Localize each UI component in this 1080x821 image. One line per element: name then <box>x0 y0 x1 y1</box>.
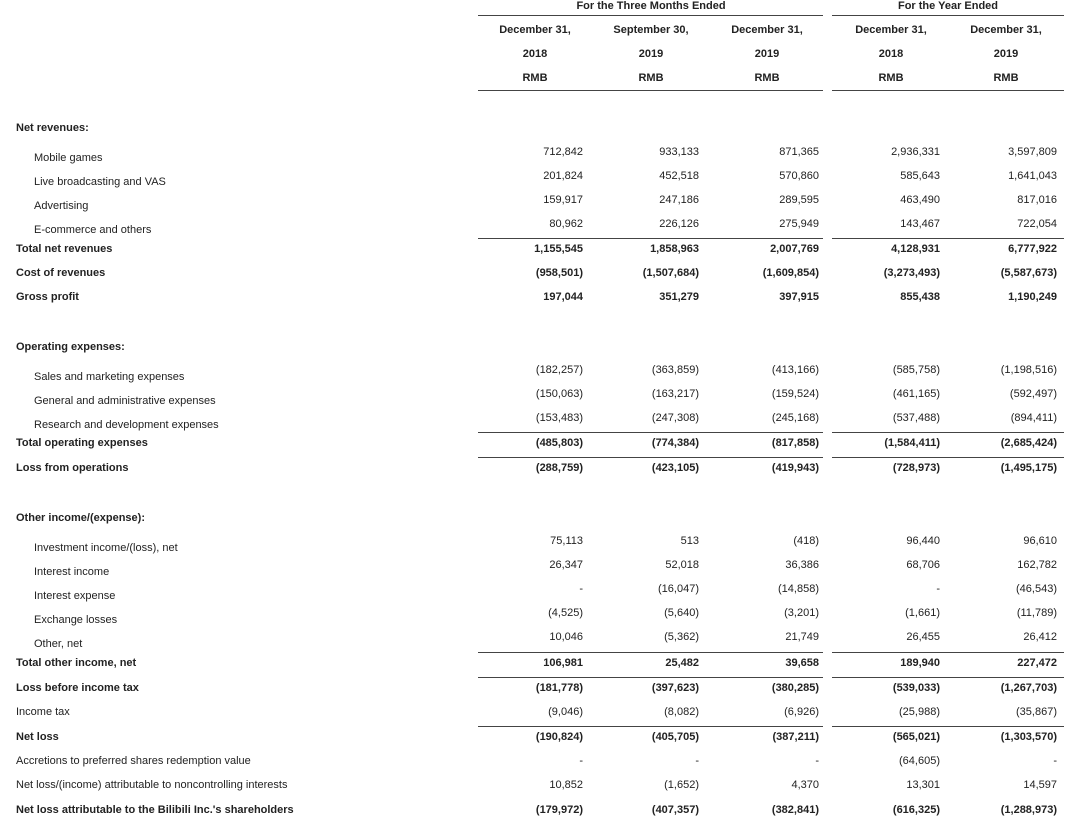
row-value: 351,279 <box>659 291 699 303</box>
row-label: Advertising <box>34 200 89 212</box>
row-value: - <box>579 583 583 595</box>
column-header-line1: September 30, <box>613 24 689 36</box>
total-rule <box>832 457 1064 458</box>
row-label: Loss from operations <box>16 462 129 474</box>
row-value: 722,054 <box>1017 218 1057 230</box>
row-value: 817,016 <box>1017 194 1057 206</box>
row-label: Investment income/(loss), net <box>34 542 178 554</box>
row-label: Total other income, net <box>16 657 137 669</box>
column-header-currency: RMB <box>522 72 548 84</box>
row-value: (419,943) <box>771 462 819 474</box>
total-rule <box>478 457 823 458</box>
row-label: Net loss attributable to the Bilibili Inc.'s shareholders <box>16 804 294 816</box>
row-value: 143,467 <box>900 218 940 230</box>
row-value: (958,501) <box>535 267 583 279</box>
row-value: - <box>936 583 940 595</box>
row-value: 21,749 <box>785 631 819 643</box>
row-label: Exchange losses <box>34 614 118 626</box>
row-value: (1,495,175) <box>1000 462 1057 474</box>
row-value: (382,841) <box>771 804 819 816</box>
row-label: Total operating expenses <box>16 437 148 449</box>
row-value: (9,046) <box>548 706 583 718</box>
header-bottom-rule-year <box>832 90 1064 91</box>
row-value: 2,936,331 <box>891 146 940 158</box>
row-value: (616,325) <box>892 804 940 816</box>
row-value: (397,623) <box>651 682 699 694</box>
column-header-line2: 2018 <box>522 48 548 60</box>
row-label: Total net revenues <box>16 243 113 255</box>
row-label: Accretions to preferred shares redemption value <box>16 755 251 767</box>
row-value: 39,658 <box>785 657 819 669</box>
row-value: (25,988) <box>899 706 940 718</box>
row-value: 463,490 <box>900 194 940 206</box>
row-value: 159,917 <box>543 194 583 206</box>
total-rule <box>832 238 1064 239</box>
row-value: 3,597,809 <box>1008 146 1057 158</box>
total-rule <box>478 432 823 433</box>
row-value: 570,860 <box>779 170 819 182</box>
header-three-months: For the Three Months Ended <box>576 0 726 12</box>
row-value: (6,926) <box>784 706 819 718</box>
row-value: (1,198,516) <box>1000 364 1057 376</box>
row-value: 10,852 <box>549 779 583 791</box>
row-value: 289,595 <box>779 194 819 206</box>
total-rule <box>478 238 823 239</box>
row-label: Live broadcasting and VAS <box>34 176 166 188</box>
row-value: (1,661) <box>905 607 940 619</box>
row-value: (774,384) <box>651 437 699 449</box>
row-value: (245,168) <box>771 412 819 424</box>
header-rule-year <box>832 15 1064 16</box>
section-operating-expenses: Operating expenses: <box>16 341 125 353</box>
row-value: (182,257) <box>535 364 583 376</box>
row-value: (1,507,684) <box>642 267 699 279</box>
row-value: 26,455 <box>906 631 940 643</box>
row-value: (539,033) <box>892 682 940 694</box>
row-value: 513 <box>680 535 699 547</box>
row-value: (537,488) <box>892 412 940 424</box>
row-value: (8,082) <box>664 706 699 718</box>
row-value: 26,347 <box>549 559 583 571</box>
column-header-line1: December 31, <box>855 24 927 36</box>
row-value: (1,584,411) <box>884 437 940 449</box>
row-value: (592,497) <box>1009 388 1057 400</box>
section-other-income: Other income/(expense): <box>16 512 145 524</box>
section-net-revenues: Net revenues: <box>16 122 89 134</box>
row-value: 247,186 <box>659 194 699 206</box>
total-rule <box>478 726 823 727</box>
column-header-line2: 2018 <box>878 48 904 60</box>
row-value: 855,438 <box>900 291 940 303</box>
row-label: Interest income <box>34 566 110 578</box>
total-rule <box>478 652 823 653</box>
row-value: (363,859) <box>651 364 699 376</box>
row-label: Loss before income tax <box>16 682 139 694</box>
row-value: (150,063) <box>535 388 583 400</box>
row-value: (3,273,493) <box>883 267 940 279</box>
row-value: 397,915 <box>779 291 819 303</box>
row-value: 1,155,545 <box>534 243 583 255</box>
row-value: (64,605) <box>899 755 940 767</box>
row-value: (485,803) <box>535 437 583 449</box>
total-rule <box>832 677 1064 678</box>
row-value: (728,973) <box>892 462 940 474</box>
column-header-line2: 2019 <box>754 48 780 60</box>
row-value: - <box>695 755 699 767</box>
row-label: Income tax <box>16 706 70 718</box>
row-value: (413,166) <box>771 364 819 376</box>
row-label: Net loss <box>16 731 59 743</box>
row-value: 96,440 <box>906 535 940 547</box>
row-value: (585,758) <box>892 364 940 376</box>
row-value: 585,643 <box>900 170 940 182</box>
row-value: (407,357) <box>651 804 699 816</box>
row-value: - <box>815 755 819 767</box>
row-value: 4,128,931 <box>891 243 940 255</box>
row-label: Sales and marketing expenses <box>34 371 185 383</box>
row-value: (1,609,854) <box>762 267 819 279</box>
row-value: (565,021) <box>892 731 940 743</box>
total-rule <box>832 652 1064 653</box>
row-value: 68,706 <box>906 559 940 571</box>
row-value: (387,211) <box>772 731 819 743</box>
row-value: 201,824 <box>543 170 583 182</box>
row-label: Net loss/(income) attributable to noncontrolling interests <box>16 779 288 791</box>
row-value: (16,047) <box>658 583 699 595</box>
row-value: (153,483) <box>535 412 583 424</box>
row-label: Cost of revenues <box>16 267 106 279</box>
row-value: 36,386 <box>785 559 819 571</box>
row-label: Gross profit <box>16 291 79 303</box>
column-header-line1: December 31, <box>970 24 1042 36</box>
column-header-currency: RMB <box>638 72 664 84</box>
header-bottom-rule-three-months <box>478 90 823 91</box>
row-label: Other, net <box>34 638 83 650</box>
row-value: 162,782 <box>1017 559 1057 571</box>
row-value: 6,777,922 <box>1008 243 1057 255</box>
row-value: (894,411) <box>1010 412 1057 424</box>
row-value: (179,972) <box>535 804 583 816</box>
row-value: (2,685,424) <box>1000 437 1057 449</box>
row-value: (418) <box>793 535 819 547</box>
row-value: (190,824) <box>535 731 583 743</box>
total-rule <box>478 677 823 678</box>
row-value: (5,587,673) <box>1000 267 1057 279</box>
row-value: 25,482 <box>665 657 699 669</box>
row-value: (817,858) <box>771 437 819 449</box>
row-value: (4,525) <box>548 607 583 619</box>
column-header-currency: RMB <box>993 72 1019 84</box>
row-value: 106,981 <box>543 657 583 669</box>
row-label: Research and development expenses <box>34 419 219 431</box>
row-value: (423,105) <box>651 462 699 474</box>
row-value: (461,165) <box>892 388 940 400</box>
row-value: 933,133 <box>659 146 699 158</box>
row-value: (181,778) <box>535 682 583 694</box>
row-value: (46,543) <box>1016 583 1057 595</box>
row-value: (163,217) <box>651 388 699 400</box>
row-label: Mobile games <box>34 152 103 164</box>
total-rule <box>832 432 1064 433</box>
row-value: 10,046 <box>549 631 583 643</box>
column-header-line2: 2019 <box>638 48 664 60</box>
row-value: 80,962 <box>549 218 583 230</box>
row-value: (288,759) <box>535 462 583 474</box>
header-year-ended: For the Year Ended <box>897 0 999 12</box>
row-value: (1,652) <box>664 779 699 791</box>
row-value: 14,597 <box>1023 779 1057 791</box>
row-value: 13,301 <box>906 779 940 791</box>
row-value: (159,524) <box>771 388 819 400</box>
row-value: 52,018 <box>665 559 699 571</box>
row-value: 2,007,769 <box>770 243 819 255</box>
row-value: (247,308) <box>651 412 699 424</box>
total-rule <box>832 726 1064 727</box>
row-label: General and administrative expenses <box>34 395 216 407</box>
row-value: (1,267,703) <box>1000 682 1057 694</box>
row-value: 226,126 <box>659 218 699 230</box>
row-value: (1,288,973) <box>1000 804 1057 816</box>
column-header-currency: RMB <box>754 72 780 84</box>
row-value: 96,610 <box>1023 535 1057 547</box>
row-value: (380,285) <box>771 682 819 694</box>
row-value: 712,842 <box>543 146 583 158</box>
row-label: E-commerce and others <box>34 224 152 236</box>
row-value: 227,472 <box>1017 657 1057 669</box>
row-value: 1,858,963 <box>650 243 699 255</box>
row-value: 75,113 <box>550 535 583 547</box>
column-header-line1: December 31, <box>731 24 803 36</box>
row-value: 1,641,043 <box>1008 170 1057 182</box>
row-value: (14,858) <box>778 583 819 595</box>
row-value: (405,705) <box>651 731 699 743</box>
row-value: 1,190,249 <box>1008 291 1057 303</box>
row-value: 4,370 <box>791 779 819 791</box>
row-value: - <box>1053 755 1057 767</box>
row-value: (5,640) <box>664 607 699 619</box>
row-label: Interest expense <box>34 590 116 602</box>
row-value: 275,949 <box>779 218 819 230</box>
row-value: (5,362) <box>664 631 699 643</box>
column-header-line2: 2019 <box>993 48 1019 60</box>
row-value: 197,044 <box>543 291 583 303</box>
row-value: 189,940 <box>900 657 940 669</box>
row-value: - <box>579 755 583 767</box>
row-value: 871,365 <box>779 146 819 158</box>
row-value: (3,201) <box>784 607 819 619</box>
header-rule-three-months <box>478 15 823 16</box>
column-header-line1: December 31, <box>499 24 571 36</box>
column-header-currency: RMB <box>878 72 904 84</box>
row-value: 452,518 <box>659 170 699 182</box>
row-value: (35,867) <box>1016 706 1057 718</box>
row-value: (11,789) <box>1016 607 1057 619</box>
row-value: (1,303,570) <box>1000 731 1057 743</box>
row-value: 26,412 <box>1023 631 1057 643</box>
